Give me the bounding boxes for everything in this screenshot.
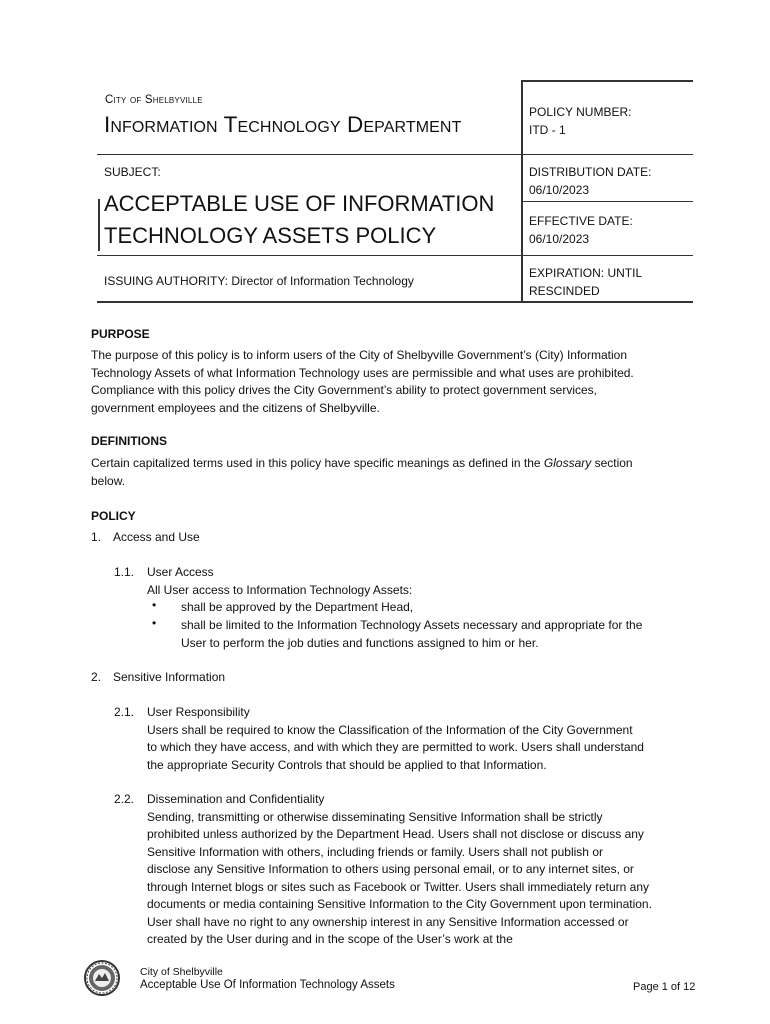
definitions-line [91, 455, 633, 473]
section-number: 2. [91, 670, 102, 684]
page-number: Page 1 of 12 [633, 981, 696, 993]
subsection-intro: All User access to Information Technology Assets: [147, 582, 413, 597]
paragraph-line: Sensitive Information with others, including friends or family. Users shall not publish or [147, 844, 603, 859]
city-name: City of Shelbyville [105, 94, 203, 106]
bullet-line: User to perform the job duties and functions assigned to him or her. [181, 635, 539, 650]
subsection-user-responsibility [147, 704, 644, 774]
issuing-authority: ISSUING AUTHORITY: Director of Information Technology [104, 274, 414, 288]
glossary-term: Glossary [543, 456, 592, 470]
footer-org: City of Shelbyville [140, 966, 223, 978]
policy-title-line-2: TECHNOLOGY ASSETS POLICY [104, 223, 437, 248]
divider [521, 201, 693, 202]
purpose-line: government employees and the citizens of Shelbyville. [91, 400, 380, 415]
policy-number: ITD - 1 [529, 123, 566, 137]
subsection-title: Dissemination and Confidentiality [147, 792, 325, 806]
bullet-icon: • [152, 598, 157, 612]
bullet-line: shall be limited to the Information Technology Assets necessary and appropriate for the [181, 618, 643, 632]
subsection-number: 2.1. [114, 705, 135, 719]
paragraph-line: User shall have no right to any ownership interest in any Sensitive Information accessed or [147, 914, 629, 929]
paragraph-line: the appropriate Security Controls that should be applied to that Information. [147, 757, 547, 772]
divider [97, 301, 693, 303]
policy-number-label: POLICY NUMBER: [529, 105, 632, 119]
definitions-line: below. [91, 473, 126, 488]
paragraph-line: Users shall be required to know the Classification of the Information of the City Government [147, 722, 633, 737]
purpose-heading: PURPOSE [91, 327, 150, 341]
seal-emblem-icon [86, 962, 118, 994]
divider [98, 199, 100, 251]
bullet-item: shall be approved by the Department Head, [181, 600, 414, 614]
paragraph-line: Sending, transmitting or otherwise disseminating Sensitive Information shall be strictly [147, 809, 603, 824]
paragraph-line: documents or media containing Sensitive Information to the City Government upon termination. [147, 897, 652, 911]
subsection-dissemination [147, 791, 652, 949]
paragraph-line: disclose any Sensitive Information to others using personal email, or to any internet sites, or [147, 862, 634, 876]
purpose-paragraph [91, 347, 634, 417]
department-name: Information Technology Department [104, 112, 462, 137]
expiration-line-2: RESCINDED [529, 284, 600, 298]
definitions-paragraph [91, 455, 633, 490]
divider [521, 80, 693, 82]
definitions-text: section [591, 456, 633, 470]
footer-doc-title: Acceptable Use Of Information Technology Assets [140, 979, 395, 991]
definitions-heading: DEFINITIONS [91, 434, 168, 448]
distribution-date-label: DISTRIBUTION DATE: [529, 165, 652, 179]
bullet-item [181, 617, 642, 652]
subsection-number: 1.1. [114, 565, 135, 579]
paragraph-line: to which they have access, and with which they are permitted to work. Users shall understand [147, 740, 644, 754]
subject-label: SUBJECT: [104, 165, 161, 179]
divider [97, 154, 693, 155]
paragraph-line: through Internet blogs or sites such as Facebook or Twitter. Users shall immediately return any [147, 879, 650, 894]
distribution-date: 06/10/2023 [529, 183, 590, 197]
effective-date: 06/10/2023 [529, 232, 590, 246]
policy-title-line-1: ACCEPTABLE USE OF INFORMATION [104, 191, 495, 216]
definitions-text: Certain capitalized terms used in this policy have specific meanings as defined in the [91, 456, 544, 470]
paragraph-line: created by the User during and in the scope of the User’s work at the [147, 932, 513, 946]
purpose-line: The purpose of this policy is to inform users of the City of Shelbyville Government’s (City) Information [91, 348, 627, 362]
section-number: 1. [91, 530, 102, 544]
section-title: Access and Use [113, 530, 200, 544]
paragraph-line: prohibited unless authorized by the Department Head. Users shall not disclose or discuss any [147, 827, 644, 841]
divider [521, 80, 523, 302]
effective-date-label: EFFECTIVE DATE: [529, 214, 633, 228]
subsection-title: User Access [147, 565, 214, 579]
expiration-line-1: EXPIRATION: UNTIL [529, 266, 643, 280]
purpose-line: Technology Assets of what Information Technology uses are permissible and what uses are prohibited. [91, 365, 634, 380]
subsection-number: 2.2. [114, 792, 135, 806]
subsection-user-access [147, 564, 412, 599]
bullet-icon: • [152, 616, 157, 630]
policy-heading: POLICY [91, 509, 136, 523]
purpose-line: Compliance with this policy drives the City Government’s ability to protect government services, [91, 383, 597, 397]
policy-title [104, 188, 494, 252]
subsection-title: User Responsibility [147, 705, 250, 719]
divider [97, 255, 693, 256]
section-title: Sensitive Information [113, 670, 226, 684]
